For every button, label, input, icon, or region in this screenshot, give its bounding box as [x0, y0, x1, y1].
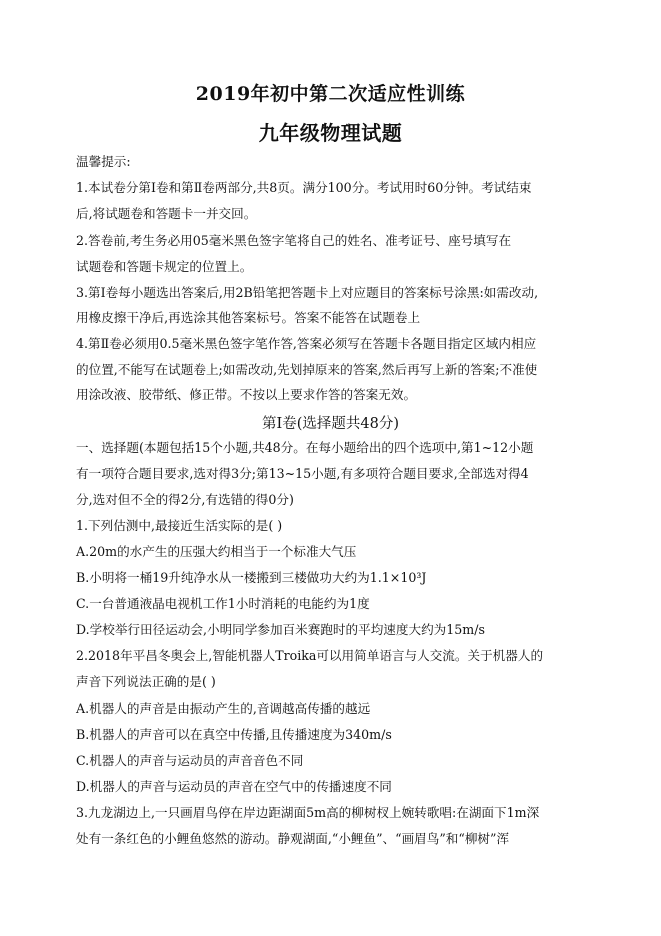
notice-line: 2.答卷前,考生务必用05毫米黑色签字笔将自己的姓名、准考证号、座号填写在	[76, 233, 512, 248]
question-stem: 2.2018年平昌冬奥会上,智能机器人Troika可以用简单语言与人交流。关于机器人的	[76, 648, 544, 663]
answer-option: B.机器人的声音可以在真空中传播,且传播速度为340m/s	[76, 727, 392, 742]
answer-option: D.学校举行田径运动会,小明同学参加百米赛跑时的平均速度大约为15m/s	[76, 622, 485, 637]
question-stem: 1.下列估测中,最接近生活实际的是( )	[76, 518, 283, 533]
answer-option: C.机器人的声音与运动员的声音音色不同	[76, 753, 304, 768]
instruction-line: 分,选对但不全的得2分,有选错的得0分)	[76, 492, 294, 507]
question-stem: 处有一条红色的小鲤鱼悠然的游动。静观湖面,“小鲤鱼”、“画眉鸟”和“柳树”浑	[76, 831, 510, 846]
answer-option: B.小明将一桶19升纯净水从一楼搬到三楼做功大约为1.1×10³J	[76, 570, 427, 585]
answer-option: A.机器人的声音是由振动产生的,音调越高传播的越远	[76, 701, 371, 716]
question-stem: 3.九龙湖边上,一只画眉鸟停在岸边距湖面5m高的柳树杈上婉转歌唱:在湖面下1m深	[76, 805, 540, 820]
instruction-line: 一、选择题(本题包括15个小题,共48分。在每小题给出的四个选项中,第1~12小题	[76, 440, 534, 455]
answer-option: A.20m的水产生的压强大约相当于一个标准大气压	[76, 544, 357, 559]
notice-line: 试题卷和答题卡规定的位置上。	[76, 259, 253, 274]
notice-line: 4.第Ⅱ卷必须用0.5毫米黑色签字笔作答,答案必须写在答题卡各题目指定区域内相应	[76, 336, 537, 351]
exam-title: 2019年初中第二次适应性训练	[195, 83, 466, 105]
instruction-line: 有一项符合题目要求,选对得3分;第13~15小题,有多项符合题目要求,全部选对得4	[76, 466, 529, 481]
exam-subtitle: 九年级物理试题	[258, 121, 403, 145]
answer-option: C.一台普通液晶电视机工作1小时消耗的电能约为1度	[76, 596, 370, 611]
notice-line: 3.第Ⅰ卷每小题选出答案后,用2B铅笔把答题卡上对应题目的答案标号涂黑:如需改动,	[76, 285, 539, 300]
notice-line: 后,将试题卷和答题卡一并交回。	[76, 206, 257, 221]
answer-option: D.机器人的声音与运动员的声音在空气中的传播速度不同	[76, 779, 392, 794]
notice-line: 用涂改液、胶带纸、修正带。不按以上要求作答的答案无效。	[76, 387, 417, 402]
notice-heading: 温馨提示:	[76, 154, 131, 169]
notice-line: 用橡皮擦干净后,再选涂其他答案标号。答案不能答在试题卷上	[76, 310, 421, 325]
section-title: 第Ⅰ卷(选择题共48分)	[262, 416, 399, 432]
question-stem: 声音下列说法正确的是( )	[76, 674, 216, 689]
notice-line: 的位置,不能写在试题卷上;如需改动,先划掉原来的答案,然后再写上新的答案;不准使	[76, 362, 538, 377]
notice-line: 1.本试卷分第Ⅰ卷和第Ⅱ卷两部分,共8页。满分100分。考试用时60分钟。考试结束	[76, 180, 532, 195]
